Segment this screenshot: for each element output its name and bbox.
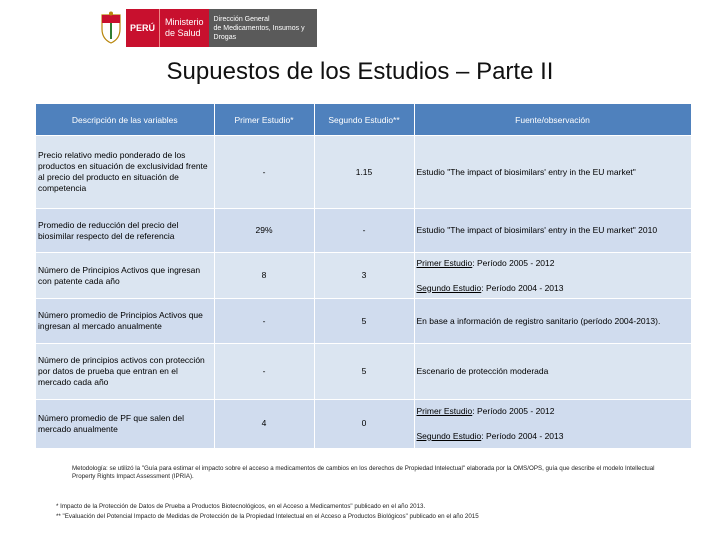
table-row	[36, 299, 691, 344]
logo-ministry	[159, 9, 209, 47]
row-first-study: 29%	[214, 209, 314, 253]
row-second-study: 3	[314, 253, 414, 299]
source-first-study-period: : Período 2005 - 2012	[472, 257, 555, 268]
logo-country: PERÚ	[126, 9, 159, 47]
source-first-study-period: : Período 2005 - 2012	[472, 405, 555, 416]
logo-direction-line2: de Medicamentos, Insumos y Drogas	[213, 25, 305, 41]
source-second-study-label: Segundo Estudio	[416, 282, 482, 293]
row-first-study: 4	[214, 400, 314, 448]
row-second-study: 5	[314, 344, 414, 400]
methodology-note: Metodología: se utilizó la "Guía para estimar el impacto sobre el acceso a medicamentos de cambios en los derechos de Propiedad Intelectual" elaborada por la OMS/OPS, guía que describe el modelo Intellectual Property Rights Impact Assessment (IPRIA).	[72, 465, 655, 480]
row-second-study: 5	[314, 299, 414, 344]
table-row	[36, 400, 691, 448]
row-second-study: -	[314, 209, 414, 253]
source-second-study	[417, 431, 689, 442]
row-description: Precio relativo medio ponderado de los productos en situación de exclusividad frente al precio del producto en situación de competencia	[36, 136, 214, 209]
row-description: Promedio de reducción del precio del biosimilar respecto del de referencia	[36, 209, 214, 253]
row-source: Escenario de protección moderada	[414, 344, 691, 400]
footnote-second-study: ** "Evaluación del Potencial Impacto de Medidas de Protección de la Propiedad Intelectual en el Acceso a Productos Biológicos" publicado en el año 2015	[56, 512, 479, 520]
row-second-study: 1.15	[314, 136, 414, 209]
source-first-study-label: Primer Estudio	[416, 405, 473, 416]
logo-ministry-line1: Ministerio	[165, 17, 204, 27]
source-second-study-label: Segundo Estudio	[416, 430, 482, 441]
source-first-study	[417, 406, 689, 417]
row-description: Número de Principios Activos que ingresan con patente cada año	[36, 253, 214, 299]
source-first-study	[417, 258, 689, 269]
source-second-study	[417, 283, 689, 294]
row-first-study: -	[214, 344, 314, 400]
row-source: Estudio "The impact of biosimilars' entry in the EU market"	[414, 136, 691, 209]
header-source: Fuente/observación	[414, 104, 691, 136]
header-description: Descripción de las variables	[36, 104, 214, 136]
row-first-study: -	[214, 299, 314, 344]
source-second-study-period: : Período 2004 - 2013	[481, 282, 564, 293]
table-row	[36, 136, 691, 209]
table-row	[36, 344, 691, 400]
ministry-logo	[100, 9, 317, 47]
row-first-study: -	[214, 136, 314, 209]
assumptions-table	[36, 104, 692, 448]
table-row	[36, 253, 691, 299]
footnote-first-study: * Impacto de la Protección de Datos de Prueba a Productos Biotecnológicos, en el Acceso a Medicamentos" publicado en el año 2013.	[56, 503, 426, 510]
row-source: Estudio "The impact of biosimilars' entry in the EU market" 2010	[414, 209, 691, 253]
header-second-study: Segundo Estudio**	[314, 104, 414, 136]
table-header-row	[36, 104, 691, 136]
header-first-study: Primer Estudio*	[214, 104, 314, 136]
footnotes	[56, 502, 656, 521]
source-second-study-period: : Período 2004 - 2013	[481, 430, 564, 441]
row-source: En base a información de registro sanitario (período 2004-2013).	[414, 299, 691, 344]
row-first-study: 8	[214, 253, 314, 299]
row-description: Número de principios activos con protección por datos de prueba que entran en el mercado cada año	[36, 344, 214, 400]
logo-ministry-line2: de Salud	[165, 28, 201, 38]
row-second-study: 0	[314, 400, 414, 448]
slide-title: Supuestos de los Estudios – Parte II	[166, 58, 554, 85]
source-first-study-label: Primer Estudio	[416, 257, 473, 268]
row-description: Número promedio de Principios Activos que ingresan al mercado anualmente	[36, 299, 214, 344]
logo-direction-line1: Dirección General	[213, 16, 270, 23]
coat-of-arms-icon	[100, 11, 122, 45]
row-source	[414, 400, 691, 448]
table-row	[36, 209, 691, 253]
logo-direction	[209, 9, 317, 47]
row-description: Número promedio de PF que salen del mercado anualmente	[36, 400, 214, 448]
row-source	[414, 253, 691, 299]
